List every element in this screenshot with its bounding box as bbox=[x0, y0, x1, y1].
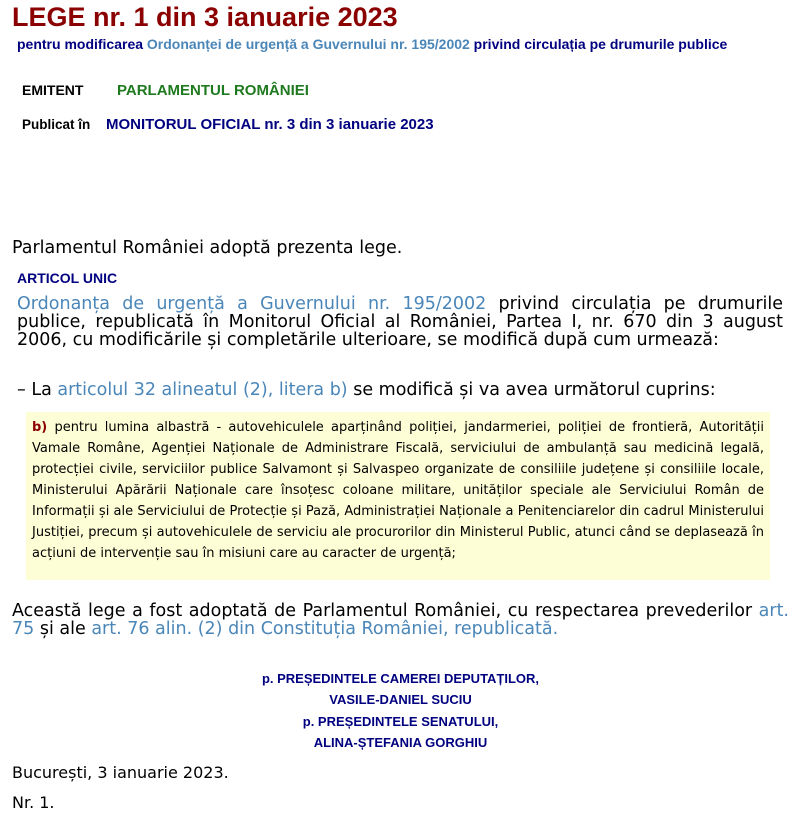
article-paragraph-text: privind circulația pe drumurile publice, republicată în Monitorul Oficial al României, Partea I, nr. 670 din 3 august 2006, cu modificările și completările ulterioare, se modifică după cum urmează: bbox=[17, 294, 784, 350]
law-title: LEGE nr. 1 din 3 ianuarie 2023 bbox=[12, 2, 398, 32]
emitent-value: PARLAMENTUL ROMÂNIEI bbox=[117, 82, 309, 99]
law-subtitle bbox=[17, 35, 757, 54]
subtitle-prefix: pentru modificarea bbox=[17, 36, 147, 52]
amendment-quote-box bbox=[26, 412, 770, 580]
publicat-value: MONITORUL OFICIAL nr. 3 din 3 ianuarie 2023 bbox=[106, 116, 434, 133]
emitent-row bbox=[22, 82, 309, 100]
closing-mid: și ale bbox=[34, 619, 92, 639]
signatures-block bbox=[0, 668, 801, 753]
quote-body: pentru lumina albastră - autovehiculele aparținând poliției, jandarmeriei, poliției de frontieră, Autorității Vamale Române, Agenției Naționale de Administrare Fiscală, serviciului de ambulanță sau medicină legală, protecției civile, serviciilor publice Salvamont și Salvaspeo organizate de consiliile județene și consiliile locale, Ministerului Apărării Naționale care însoțesc coloane militare, unităților speciale ale Serviciului Român de Informații și ale Serviciului de Protecție și Pază, Administrației Naționale a Penitenciarelor din cadrul Ministerului Justiției, precum și autovehiculele de serviciu ale procurorilor din Ministerul Public, atunci când se deplasează în acțiuni de intervenție sau în misiuni care au caracter de urgență; bbox=[32, 420, 764, 561]
art-76-constitution-link[interactable]: art. 76 alin. (2) din Constituția României, republicată. bbox=[91, 619, 559, 639]
art-75-link[interactable]: art. 75 bbox=[12, 601, 789, 639]
law-number: Nr. 1. bbox=[12, 793, 55, 812]
letter-b-label: b) bbox=[32, 420, 48, 435]
closing-prefix: Această lege a fost adoptată de Parlamentul României, cu respectarea prevederilor bbox=[12, 601, 759, 621]
intro-text: Parlamentul României adoptă prezenta lege. bbox=[12, 238, 403, 258]
article-paragraph bbox=[17, 295, 783, 349]
signature-senate-name: ALINA-ȘTEFANIA GORGHIU bbox=[313, 734, 488, 750]
signature-senate-title: p. PREȘEDINTELE SENATULUI, bbox=[302, 713, 499, 729]
place-date: București, 3 ianuarie 2023. bbox=[12, 763, 229, 782]
article-heading: ARTICOL UNIC bbox=[17, 270, 118, 286]
signature-chamber-title: p. PREȘEDINTELE CAMEREI DEPUTAȚILOR, bbox=[261, 671, 540, 686]
article-32-link[interactable]: articolul 32 alineatul (2), litera b) bbox=[57, 380, 348, 400]
emitent-label: EMITENT bbox=[22, 82, 84, 98]
closing-paragraph bbox=[12, 602, 789, 638]
amendment-line bbox=[17, 380, 716, 400]
ordinance-link[interactable]: Ordonanța de urgență a Guvernului nr. 195/2002 bbox=[17, 294, 487, 314]
subtitle-ordinance-link[interactable]: Ordonanței de urgență a Guvernului nr. 195/2002 bbox=[146, 36, 470, 52]
publicat-label: Publicat în bbox=[22, 117, 91, 132]
amendment-quote-text bbox=[32, 417, 764, 564]
amendment-prefix: – La bbox=[17, 380, 58, 400]
publicat-row bbox=[22, 116, 434, 134]
subtitle-suffix: privind circulația pe drumurile publice bbox=[469, 36, 728, 52]
amendment-suffix: se modifică și va avea următorul cuprins: bbox=[347, 380, 716, 400]
signature-chamber-name: VASILE-DANIEL SUCIU bbox=[329, 692, 472, 708]
